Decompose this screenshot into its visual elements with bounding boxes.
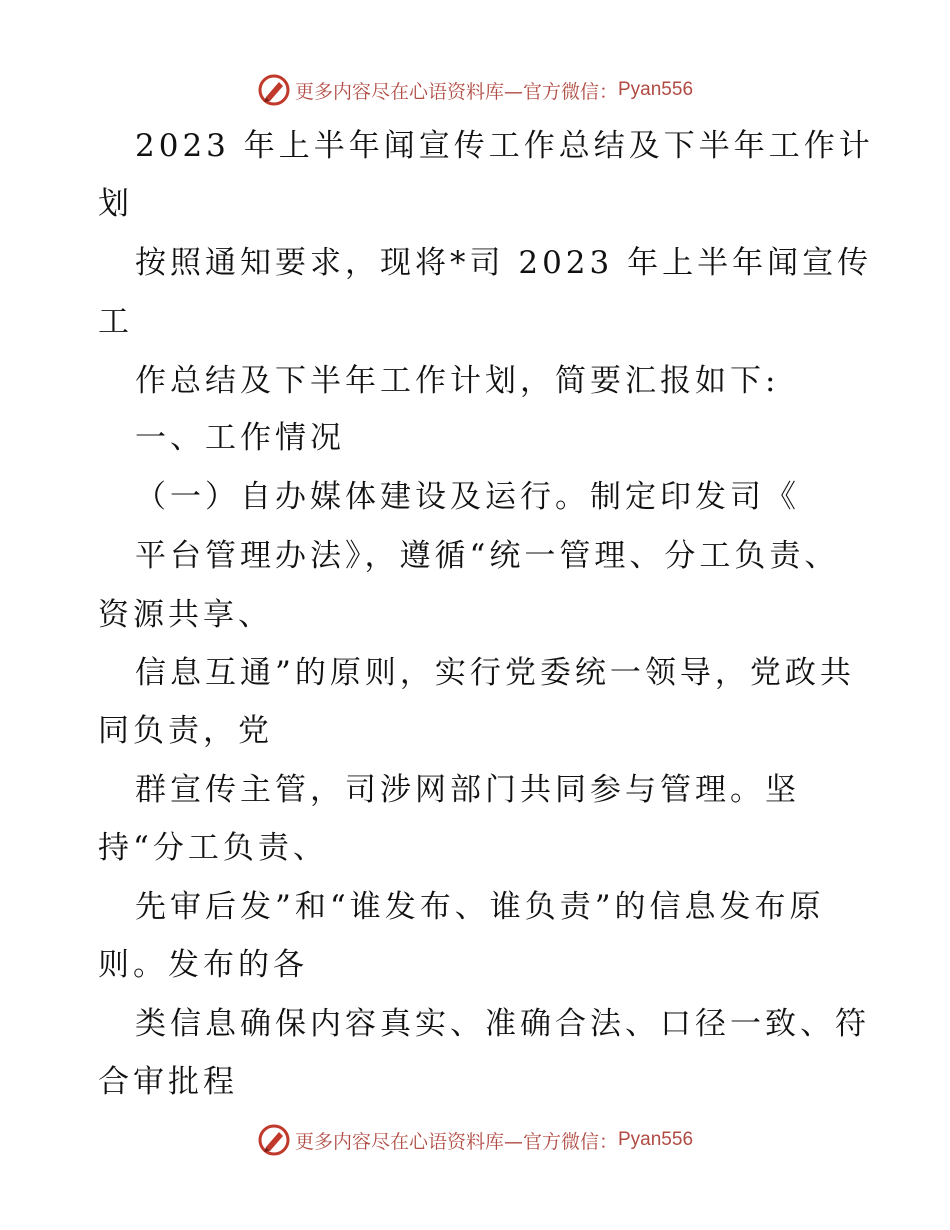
text-line: 同负责，党 [98, 713, 273, 749]
text-line: 划 [98, 186, 133, 222]
section-heading: 一、工作情况 [135, 420, 345, 456]
text-line: 群宣传主管，司涉网部门共同参与管理。坚 [135, 772, 800, 808]
wechat-id: Pyan556 [618, 1129, 694, 1150]
text-line: 资源共享、 [98, 597, 273, 633]
text-line: 持“分工负责、 [98, 830, 328, 866]
text-line: 作总结及下半年工作计划，简要汇报如下: [135, 363, 780, 399]
subsection-heading: （一）自办媒体建设及运行。制定印发司《 [135, 479, 800, 515]
pen-logo-icon [257, 73, 291, 107]
wechat-id: Pyan556 [618, 79, 694, 100]
text-line: 先审后发”和“谁发布、谁负责”的信息发布原 [135, 889, 825, 925]
text-line: 合审批程 [98, 1064, 238, 1100]
text-line: 按照通知要求，现将*司 2023 年上半年闻宣传 [135, 245, 873, 281]
pen-logo-icon [257, 1123, 291, 1157]
text-line: 平台管理办法》，遵循“统一管理、分工负责、 [135, 538, 840, 574]
footer-watermark [0, 1120, 950, 1160]
text-line: 信息互通”的原则，实行党委统一领导，党政共 [135, 655, 855, 691]
watermark-text: 更多内容尽在心语资料库—官方微信： [294, 80, 618, 103]
text-line: 类信息确保内容真实、准确合法、口径一致、符 [135, 1006, 870, 1042]
text-line: 工 [98, 304, 133, 340]
watermark-text: 更多内容尽在心语资料库—官方微信： [294, 1130, 618, 1153]
header-watermark [0, 70, 950, 110]
text-line: 则。发布的各 [98, 947, 308, 983]
text-line: 2023 年上半年闻宣传工作总结及下半年工作计 [135, 128, 874, 164]
